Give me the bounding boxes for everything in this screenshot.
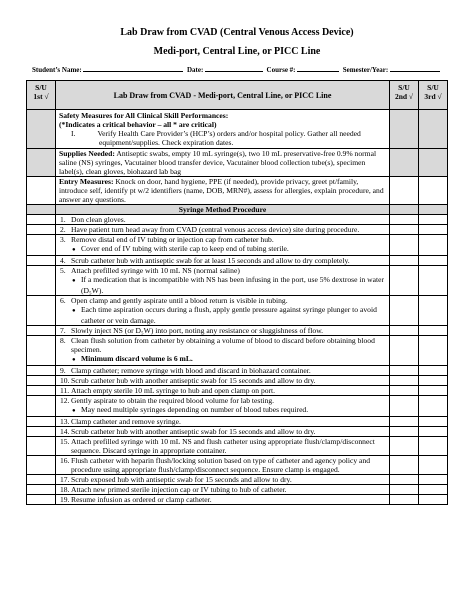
- su-first-cell[interactable]: [27, 177, 56, 205]
- step-number: 15.: [60, 437, 70, 446]
- su-first-cell[interactable]: [27, 376, 56, 386]
- roman-numeral: I.: [71, 129, 76, 138]
- step-row: [27, 427, 448, 437]
- table-header-row: [27, 81, 448, 110]
- step-bullet: [59, 275, 386, 295]
- step-description: Resume infusion as ordered or clamp catheter.: [71, 495, 212, 504]
- step-text: [59, 256, 386, 265]
- step-number: 8.: [60, 336, 66, 345]
- bullet-icon: ●: [72, 278, 76, 284]
- su-second-cell[interactable]: [390, 417, 419, 427]
- su-third-cell: [419, 110, 448, 149]
- course-field[interactable]: [297, 64, 339, 72]
- su-second-cell[interactable]: [390, 177, 419, 205]
- su-third-cell[interactable]: [419, 326, 448, 336]
- su-attempt-label: 3rd √: [424, 92, 442, 101]
- step-cell: [56, 376, 390, 386]
- su-label: S/U: [35, 83, 47, 92]
- step-description: Scrub exposed hub with antiseptic swab for 15 seconds and allow to dry.: [71, 475, 292, 484]
- step-number: 17.: [60, 475, 70, 484]
- bullet-text: Minimum discard volume is 6 mL.: [81, 354, 193, 363]
- step-text: [59, 427, 386, 436]
- step-cell: [56, 456, 390, 475]
- step-text: [59, 456, 386, 474]
- document-title: Lab Draw from CVAD (Central Venous Access Device): [120, 27, 354, 38]
- table-title: Lab Draw from CVAD - Medi-port, Central Line, or PICC Line: [56, 81, 390, 110]
- su-second-cell: [390, 205, 419, 215]
- step-text: [59, 376, 386, 385]
- step-number: 18.: [60, 485, 70, 494]
- step-description: Flush catheter with heparin flush/locking solution based on type of catheter and agency policy and procedure using appropriate flush/clamp/disconnect sequence. Ensure clamp is engaged.: [71, 456, 371, 474]
- su-first-cell[interactable]: [27, 437, 56, 456]
- su-third-cell[interactable]: [419, 456, 448, 475]
- step-cell: [56, 225, 390, 235]
- step-description: Attach prefilled syringe with 10 mL NS and flush catheter using appropriate flush/clamp/disconnect sequence. Discard syringe in appropriate container.: [71, 437, 375, 455]
- su-second-cell[interactable]: [390, 256, 419, 266]
- date-label: Date:: [186, 66, 204, 74]
- step-row: [27, 326, 448, 336]
- su-attempt-label: 1st √: [33, 92, 49, 101]
- su-first-cell[interactable]: [27, 366, 56, 376]
- su-first-cell[interactable]: [27, 215, 56, 225]
- su-third-cell: [419, 149, 448, 177]
- step-cell: [56, 437, 390, 456]
- step-row: [27, 475, 448, 485]
- step-cell: [56, 235, 390, 256]
- semester-field[interactable]: [390, 64, 440, 72]
- step-cell: [56, 475, 390, 485]
- su-first-cell[interactable]: [27, 336, 56, 366]
- step-row: [27, 437, 448, 456]
- su-second-cell[interactable]: [390, 296, 419, 326]
- step-text: [59, 396, 386, 405]
- supplies-cell: [56, 149, 390, 177]
- su-third-cell[interactable]: [419, 437, 448, 456]
- su-first-cell[interactable]: [27, 475, 56, 485]
- su-first-cell: [27, 149, 56, 177]
- section-row: [27, 205, 448, 215]
- supplies-label: Supplies Needed:: [59, 149, 115, 158]
- semester-label: Semester/Year:: [342, 66, 389, 74]
- step-number: 7.: [60, 326, 66, 335]
- step-text: [59, 437, 386, 455]
- su-first-cell[interactable]: [27, 225, 56, 235]
- bullet-text: Cover end of IV tubing with sterile cap to keep end of tubing sterile.: [81, 244, 289, 253]
- step-cell: [56, 386, 390, 396]
- step-row: [27, 235, 448, 256]
- su-first-cell[interactable]: [27, 296, 56, 326]
- su-first-cell[interactable]: [27, 485, 56, 495]
- su-attempt-label: 2nd √: [394, 92, 414, 101]
- su-third-cell[interactable]: [419, 495, 448, 505]
- step-cell: [56, 326, 390, 336]
- su-label: S/U: [427, 83, 439, 92]
- step-text: [59, 266, 386, 275]
- step-description: Scrub catheter hub with antiseptic swab for at least 15 seconds and allow to dry completely.: [71, 256, 350, 265]
- su-third-cell[interactable]: [419, 427, 448, 437]
- safety-subtitle: (*Indicates a critical behavior – all * are critical): [59, 120, 217, 129]
- step-description: Slowly inject NS (or D₅W) into port, noting any resistance or sluggishness of flow.: [71, 326, 324, 335]
- su-third-cell[interactable]: [419, 225, 448, 235]
- su-first-cell[interactable]: [27, 396, 56, 417]
- step-cell: [56, 427, 390, 437]
- step-description: Clean flush solution from catheter by obtaining a volume of blood to discard before obtaining blood specimen.: [71, 336, 375, 354]
- step-row: [27, 296, 448, 326]
- step-description: Have patient turn head away from CVAD (central venous access device) site during procedure.: [71, 225, 360, 234]
- entry-text: Knock on door, hand hygiene, PPE (if needed), provide privacy, greet pt/family, introduce self, identify pt w/2 identifiers (name, DOB, MRN#), assess for allergies, explain procedure, and answer any questions.: [59, 177, 384, 204]
- step-number: 13.: [60, 417, 70, 426]
- su-first-cell: [27, 110, 56, 149]
- su-second-cell[interactable]: [390, 475, 419, 485]
- su-second-cell: [390, 149, 419, 177]
- course-label: Course #:: [266, 66, 296, 74]
- step-row: [27, 485, 448, 495]
- document-subtitle: Medi-port, Central Line, or PICC Line: [153, 46, 321, 57]
- su-third-cell[interactable]: [419, 177, 448, 205]
- student-name-label: Student’s Name:: [32, 66, 82, 74]
- student-info-line: [32, 64, 440, 74]
- step-cell: [56, 266, 390, 296]
- step-row: [27, 495, 448, 505]
- step-description: Attach new primed sterile injection cap or IV tubing to hub of catheter.: [71, 485, 287, 494]
- step-cell: [56, 256, 390, 266]
- step-description: Attach prefilled syringe with 10 mL NS (normal saline): [71, 266, 240, 275]
- su-second-cell[interactable]: [390, 235, 419, 256]
- su-first-cell: [27, 205, 56, 215]
- su-second-cell[interactable]: [390, 456, 419, 475]
- bullet-icon: ●: [72, 308, 76, 314]
- step-number: 19.: [60, 495, 70, 504]
- step-text: [59, 366, 386, 375]
- step-bullet: [59, 244, 386, 255]
- step-number: 5.: [60, 266, 66, 275]
- step-cell: [56, 215, 390, 225]
- safety-title: Safety Measures for All Clinical Skill Performances:: [59, 111, 229, 120]
- step-description: Don clean gloves.: [71, 215, 126, 224]
- su-second-cell: [390, 110, 419, 149]
- su-label: S/U: [398, 83, 410, 92]
- entry-row: [27, 177, 448, 205]
- supplies-row: [27, 149, 448, 177]
- step-description: Clamp catheter; remove syringe with blood and discard in biohazard container.: [71, 366, 311, 375]
- step-bullet: [59, 405, 386, 416]
- step-row: [27, 336, 448, 366]
- step-number: 2.: [60, 225, 66, 234]
- step-cell: [56, 336, 390, 366]
- su-third-cell[interactable]: [419, 485, 448, 495]
- step-row: [27, 225, 448, 235]
- bullet-text: If a medication that is incompatible with NS has been infusing in the port, use 5% dextrose in water (D₅W).: [81, 275, 385, 295]
- step-row: [27, 386, 448, 396]
- step-text: [59, 336, 386, 354]
- su-third-cell[interactable]: [419, 266, 448, 296]
- su-first-cell[interactable]: [27, 256, 56, 266]
- su-third-cell[interactable]: [419, 366, 448, 376]
- safety-item-text: Verify Health Care Provider’s (HCP’s) orders and/or hospital policy. Gather all needed equipment/supplies. Check expiration dates.: [97, 129, 361, 147]
- su-first-cell[interactable]: [27, 495, 56, 505]
- step-cell: [56, 417, 390, 427]
- su-third-cell[interactable]: [419, 475, 448, 485]
- su-third-cell[interactable]: [419, 336, 448, 366]
- su-second-cell[interactable]: [390, 376, 419, 386]
- step-description: Scrub catheter hub with another antiseptic swab for 15 seconds and allow to dry.: [71, 427, 316, 436]
- supplies-text: Antiseptic swabs, empty 10 mL syringe(s), two 10 mL preservative-free 0.9% normal saline (NS) syringes, Vacutainer blood transfer device, Vacutainer blood collection tube(s), specimen label(s), clean gloves, biohazard lab bag: [59, 149, 377, 176]
- su-third-cell[interactable]: [419, 235, 448, 256]
- step-row: [27, 366, 448, 376]
- bullet-icon: ●: [72, 357, 76, 363]
- step-row: [27, 256, 448, 266]
- step-number: 12.: [60, 396, 70, 405]
- su-first-cell[interactable]: [27, 386, 56, 396]
- safety-item: [59, 129, 386, 147]
- step-number: 4.: [60, 256, 66, 265]
- su-first-cell[interactable]: [27, 427, 56, 437]
- step-text: [59, 326, 386, 335]
- su-third-cell[interactable]: [419, 386, 448, 396]
- step-cell: [56, 396, 390, 417]
- step-text: [59, 215, 386, 224]
- safety-row: [27, 110, 448, 149]
- step-text: [59, 235, 386, 244]
- student-name-field[interactable]: [83, 64, 183, 72]
- su-second-header: [390, 81, 419, 110]
- step-number: 1.: [60, 215, 66, 224]
- safety-cell: [56, 110, 390, 149]
- su-second-cell[interactable]: [390, 336, 419, 366]
- su-third-cell[interactable]: [419, 256, 448, 266]
- date-field[interactable]: [205, 64, 263, 72]
- su-second-cell[interactable]: [390, 326, 419, 336]
- step-description: Open clamp and gently aspirate until a blood return is visible in tubing.: [71, 296, 288, 305]
- entry-label: Entry Measures:: [59, 177, 114, 186]
- step-bullet: [59, 305, 386, 325]
- step-text: [59, 475, 386, 484]
- step-number: 16.: [60, 456, 70, 465]
- step-number: 9.: [60, 366, 66, 375]
- step-text: [59, 386, 386, 395]
- bullet-icon: ●: [72, 247, 76, 253]
- su-first-header: [27, 81, 56, 110]
- su-first-cell[interactable]: [27, 235, 56, 256]
- step-description: Gently aspirate to obtain the required blood volume for lab testing.: [71, 396, 275, 405]
- su-first-cell[interactable]: [27, 266, 56, 296]
- step-text: [59, 495, 386, 504]
- su-third-cell[interactable]: [419, 396, 448, 417]
- skills-checklist-table: [26, 80, 448, 505]
- step-text: [59, 417, 386, 426]
- step-cell: [56, 366, 390, 376]
- su-third-cell[interactable]: [419, 296, 448, 326]
- step-row: [27, 456, 448, 475]
- bullet-icon: ●: [72, 408, 76, 414]
- step-row: [27, 376, 448, 386]
- step-description: Attach empty sterile 10 mL syringe to hub and open clamp on port.: [71, 386, 276, 395]
- su-first-cell[interactable]: [27, 456, 56, 475]
- su-third-cell[interactable]: [419, 215, 448, 225]
- su-second-cell[interactable]: [390, 225, 419, 235]
- step-number: 14.: [60, 427, 70, 436]
- step-number: 10.: [60, 376, 70, 385]
- su-first-cell[interactable]: [27, 417, 56, 427]
- step-bullet: [59, 354, 386, 365]
- su-third-header: [419, 81, 448, 110]
- bullet-text: Each time aspiration occurs during a flush, apply gentle pressure against syringe plunger to avoid catheter or vein damage.: [81, 305, 377, 325]
- section-title: Syringe Method Procedure: [56, 205, 390, 215]
- step-text: [59, 296, 386, 305]
- step-row: [27, 215, 448, 225]
- su-second-cell[interactable]: [390, 427, 419, 437]
- su-second-cell[interactable]: [390, 495, 419, 505]
- step-description: Remove distal end of IV tubing or injection cap from catheter hub.: [71, 235, 274, 244]
- su-third-cell[interactable]: [419, 417, 448, 427]
- su-third-cell[interactable]: [419, 376, 448, 386]
- entry-cell: [56, 177, 390, 205]
- su-second-cell[interactable]: [390, 366, 419, 376]
- step-description: Scrub catheter hub with another antiseptic swab for 15 seconds and allow to dry.: [71, 376, 316, 385]
- step-number: 11.: [60, 386, 70, 395]
- step-cell: [56, 485, 390, 495]
- step-row: [27, 266, 448, 296]
- step-text: [59, 225, 386, 234]
- su-second-cell[interactable]: [390, 396, 419, 417]
- su-third-cell: [419, 205, 448, 215]
- step-number: 3.: [60, 235, 66, 244]
- step-text: [59, 485, 386, 494]
- su-second-cell[interactable]: [390, 485, 419, 495]
- step-cell: [56, 296, 390, 326]
- step-row: [27, 396, 448, 417]
- step-description: Clamp catheter and remove syringe.: [71, 417, 181, 426]
- su-second-cell[interactable]: [390, 266, 419, 296]
- su-second-cell[interactable]: [390, 215, 419, 225]
- steps-body: [27, 215, 448, 505]
- su-first-cell[interactable]: [27, 326, 56, 336]
- step-row: [27, 417, 448, 427]
- su-second-cell[interactable]: [390, 386, 419, 396]
- su-second-cell[interactable]: [390, 437, 419, 456]
- step-number: 6.: [60, 296, 66, 305]
- bullet-text: May need multiple syringes depending on number of blood tubes required.: [81, 405, 309, 414]
- step-cell: [56, 495, 390, 505]
